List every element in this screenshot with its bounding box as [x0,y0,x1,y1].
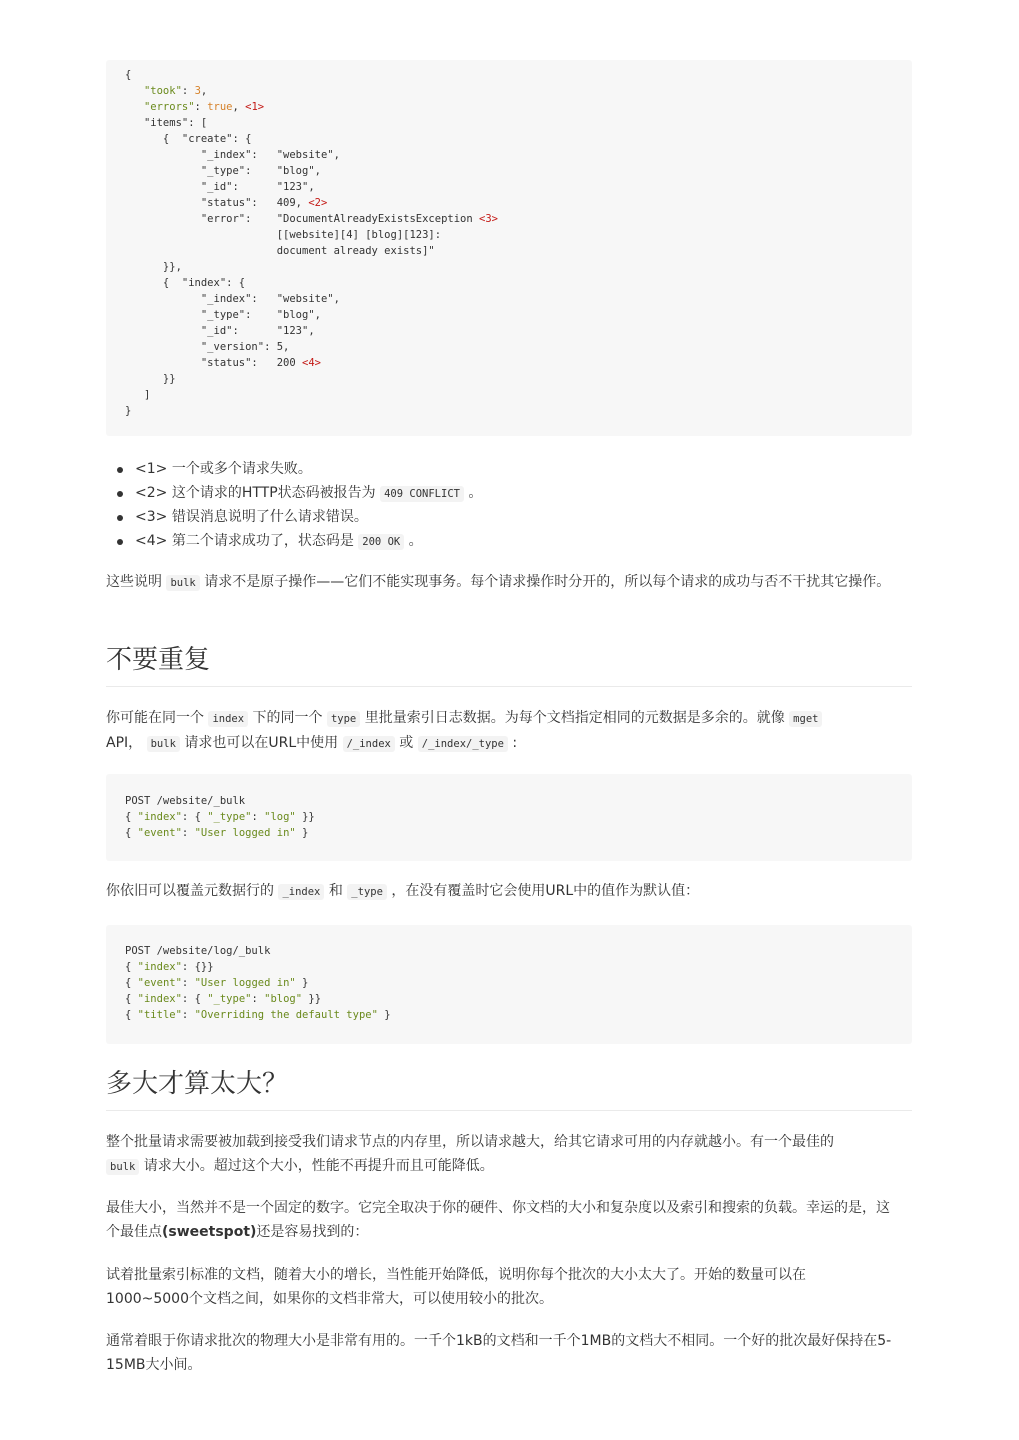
code-line [125,371,893,387]
code-token: <4> [302,357,321,369]
inline-code: type [327,711,360,727]
code-token: } [377,1009,391,1021]
code-token: : { [181,811,208,823]
code-line [125,99,893,115]
code-token: "_type": "blog", [125,165,321,177]
code-token: : [251,811,265,823]
code-token: : [194,101,208,113]
callout-text: <3> 错误消息说明了什么请求错误。 [135,509,368,525]
text: : [507,735,518,751]
code-token: "index" [137,993,182,1005]
code-token: [[website][4] [blog][123]: [125,229,442,241]
code-token: } [125,405,132,417]
code-line [125,323,893,339]
code-token: , [232,101,246,113]
code-token: : [181,977,195,989]
callout-item [106,481,912,505]
code-token: <1> [245,101,265,113]
code-token: : {}} [181,961,214,973]
code-listing [106,60,912,436]
code-token: "status": 200 [125,357,303,369]
inline-code: /_index [343,736,395,752]
paragraph-memory [106,1130,912,1179]
inline-code: 200 OK [358,534,404,550]
code-line [125,793,893,809]
code-line [125,991,893,1007]
code-token: }} [295,811,315,823]
code-token: : [181,85,195,97]
inline-code: mget [789,711,822,727]
inline-code: _type [347,884,387,900]
inline-code: bulk [106,1159,139,1175]
code-token: { [125,993,138,1005]
code-token: { [125,961,138,973]
text: 下的同一个 [248,710,327,726]
text: 你依旧可以覆盖元数据行的 [106,883,279,899]
code-line [125,259,893,275]
code-token: "User logged in" [194,977,296,989]
code-line [125,959,893,975]
callout-text: <1> 一个或多个请求失败。 [135,461,312,477]
code-line [125,115,893,131]
callout-item [106,457,912,481]
code-line [125,387,893,403]
code-token: "index" [137,961,182,973]
code-token: "_version": 5, [125,341,290,353]
code-line [125,1007,893,1023]
paragraph-physical-size: 通常着眼于你请求批次的物理大小是非常有用的。一千个1kB的文档和一千个1MB的文档大不相同。一个好的批次最好保持在5-15MB大小间。 [106,1333,892,1373]
code-token: { "create": { [125,133,252,145]
code-line [125,131,893,147]
code-token: document already exists]" [125,245,435,257]
code-token: "blog" [264,993,303,1005]
text: 或 [394,735,418,751]
code-line [125,339,893,355]
code-line [125,67,893,83]
code-token: : [181,827,195,839]
text: 整个批量请求需要被加载到接受我们请求节点的内存里，所以请求越大，给其它请求可用的内存就越小。有一个最佳的 [106,1134,834,1150]
callout-text: <4> 第二个请求成功了，状态码是 [135,533,359,549]
callout-text: 。 [463,485,483,501]
code-listing [106,925,912,1044]
text: 还是容易找到的： [256,1224,369,1240]
text: ，在没有覆盖时它会使用URL中的值作为默认值： [386,883,700,899]
code-token: }}, [125,261,182,273]
bold-text: (sweetspot) [162,1224,257,1240]
code-token: "index" [137,811,182,823]
code-block-bulk-url [106,774,912,861]
code-token: POST /website/log/_bulk [125,945,271,957]
code-token: "took" [143,85,182,97]
code-line [125,163,893,179]
text: 请求不是原子操作——它们不能实现事务。每个请求操作时分开的，所以每个请求的成功与否不干扰其它操作。 [199,574,891,590]
code-token: "status": 409, [125,197,309,209]
bullet-icon [117,539,123,545]
code-line [125,403,893,419]
code-token: "error": "DocumentAlreadyExistsException [125,213,480,225]
bullet-icon [117,467,123,473]
paragraph-override-metadata [106,879,912,904]
code-token: } [295,827,309,839]
code-token: { [125,1009,138,1021]
text: 这些说明 [106,574,167,590]
code-token: true [207,101,233,113]
inline-code: /_index/_type [418,736,508,752]
code-block-bulk-response [106,60,912,436]
code-line [125,83,893,99]
section-no-repeat [106,643,912,687]
code-token: { [125,977,138,989]
code-token: }} [125,373,176,385]
callout-text: <2> 这个请求的HTTP状态码被报告为 [135,485,381,501]
code-token: { [125,69,132,81]
paragraph-metadata-redundant [106,706,912,756]
code-line [125,307,893,323]
callout-list [106,457,912,553]
code-line [125,195,893,211]
code-line [125,809,893,825]
inline-code: 409 CONFLICT [380,486,464,502]
code-token: "event" [137,977,182,989]
bullet-icon [117,491,123,497]
inline-code: index [208,711,248,727]
code-block-override-type [106,925,912,1044]
section-heading: 多大才算太大？ [106,1067,912,1111]
code-token: "event" [137,827,182,839]
code-token: "_id": "123", [125,325,315,337]
text: 请求也可以在URL中使用 [179,735,343,751]
inline-code: bulk [166,575,199,591]
code-line [125,825,893,841]
code-token: "User logged in" [194,827,296,839]
code-line [125,179,893,195]
code-token: { "index": { [125,277,246,289]
text: 里批量索引日志数据。为每个文档指定相同的元数据是多余的。就像 [360,710,790,726]
code-token: "_type" [207,811,252,823]
code-token: , [200,85,208,97]
code-token: 3 [194,85,201,97]
code-token: <3> [479,213,498,225]
code-token: "_index": "website", [125,149,340,161]
paragraph-atomicity [106,570,912,595]
code-token: }} [302,993,322,1005]
code-line [125,211,893,227]
paragraph-try-batches: 试着批量索引标准的文档，随着大小的增长，当性能开始降低，说明你每个批次的大小太大了。开始的数量可以在1000~5000个文档之间，如果你的文档非常大，可以使用较小的批次。 [106,1267,806,1307]
code-token: : [181,1009,195,1021]
text: 你可能在同一个 [106,710,209,726]
paragraph-optimal-size [106,1196,912,1244]
code-token: "_type": "blog", [125,309,321,321]
code-token: POST /website/_bulk [125,795,246,807]
code-token: <2> [308,197,328,209]
inline-code: _index [278,884,324,900]
code-line [125,355,893,371]
code-line [125,227,893,243]
code-line [125,275,893,291]
inline-code: bulk [147,736,180,752]
code-line [125,243,893,259]
code-token: "_index": "website", [125,293,340,305]
code-token [125,85,144,97]
code-token: "title" [137,1009,182,1021]
code-token [125,101,144,113]
code-token: "items": [ [125,117,208,129]
code-line [125,147,893,163]
callout-text: 。 [404,533,423,549]
code-token: : [251,993,265,1005]
text: API， [106,735,147,751]
code-token: { [125,811,138,823]
code-line [125,975,893,991]
callout-item [106,505,912,529]
section-heading: 不要重复 [106,643,912,687]
code-token: { [125,827,138,839]
text: 最佳大小，当然并不是一个固定的数字。它完全取决于你的硬件、你文档的大小和复杂度以及索引和搜索的负载。幸运的是，这个最佳点 [106,1200,890,1240]
code-token: "_type" [207,993,252,1005]
text: 请求大小。超过这个大小，性能不再提升而且可能降低。 [139,1158,494,1174]
code-token: ] [125,389,151,401]
code-token: "errors" [143,101,195,113]
code-token: "Overriding the default type" [194,1009,378,1021]
section-how-big [106,1067,912,1111]
code-listing [106,774,912,861]
code-line [125,291,893,307]
code-token: : { [181,993,208,1005]
code-line [125,943,893,959]
code-token: "log" [264,811,296,823]
bullet-icon [117,515,123,521]
code-token: "_id": "123", [125,181,315,193]
code-token: } [295,977,309,989]
text: 和 [324,883,348,899]
callout-item [106,529,912,553]
